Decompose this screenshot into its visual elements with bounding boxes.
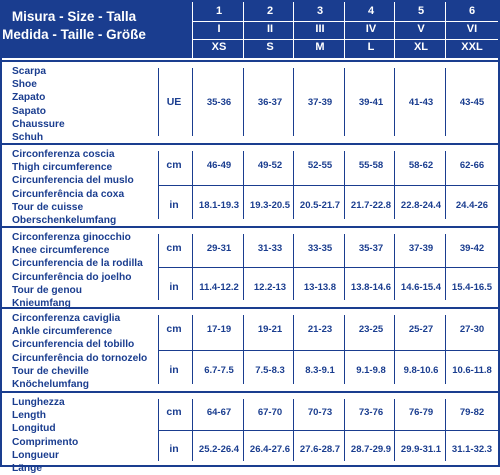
header-title-line1: Misura - Size - Talla	[11, 9, 137, 24]
header-size-number: 1	[215, 5, 223, 17]
header-title-line2: Medida - Taille - Größe	[2, 27, 146, 42]
label-text: Shoe	[12, 79, 37, 91]
unit-label: in	[169, 442, 179, 455]
size-value: 18.1-19.3	[198, 200, 240, 211]
size-value: 19-21	[257, 324, 283, 336]
size-value: 36-37	[257, 97, 283, 108]
header-size-number: 3	[316, 5, 324, 17]
size-value: 14.6-15.4	[400, 281, 442, 293]
section-labels	[12, 231, 143, 310]
size-value: 31-33	[257, 242, 283, 254]
size-value: 79-82	[459, 406, 485, 418]
label-text: Circunferencia de la rodilla	[12, 258, 143, 270]
label-text: Scarpa	[12, 66, 46, 77]
unit-label: in	[169, 363, 179, 376]
label-text: Tour de cheville	[12, 365, 89, 377]
row-divider	[158, 350, 498, 351]
header-divider	[445, 2, 446, 58]
measurement-section	[2, 60, 498, 142]
size-value: 25.2-26.4	[198, 443, 240, 455]
size-value: 13-13.8	[303, 281, 337, 293]
size-value: 27.6-28.7	[299, 443, 341, 455]
size-value: 39-41	[358, 97, 384, 108]
size-value: 31.1-32.3	[451, 443, 493, 455]
size-value: 73-76	[358, 406, 384, 418]
header-size-roman: II	[266, 23, 274, 35]
size-value: 11.4-12.2	[199, 281, 239, 293]
label-text: Circunferência do tornozelo	[12, 352, 148, 364]
header-column-3	[295, 2, 345, 58]
label-text: Length	[12, 410, 46, 422]
measurement-section	[2, 143, 498, 225]
label-text: Schuh	[12, 132, 44, 144]
size-value: 25-27	[408, 324, 434, 336]
header-size-roman: III	[315, 23, 325, 35]
size-value: 64-67	[206, 406, 232, 418]
size-value: 15.4-16.5	[451, 281, 493, 293]
unit-label: in	[169, 199, 179, 211]
row-divider	[158, 185, 498, 186]
size-value: 9.8-10.6	[403, 364, 439, 376]
size-value: 28.7-29.9	[350, 443, 392, 455]
label-text: Lunghezza	[12, 397, 65, 408]
header-divider	[293, 2, 294, 58]
size-value: 12.2-13	[253, 281, 287, 293]
label-text: Circunferência da coxa	[12, 188, 125, 200]
label-text: Circunferencia del tobillo	[12, 339, 135, 351]
header-size-roman: V	[417, 23, 425, 35]
label-text: Ankle circumference	[12, 326, 113, 338]
label-text: Knöchelumfang	[12, 379, 89, 391]
header-size-roman: I	[217, 23, 221, 35]
header-divider	[192, 2, 193, 58]
size-value: 17-19	[206, 324, 232, 336]
unit-label: UE	[166, 96, 182, 108]
label-text: Circunferencia del muslo	[12, 175, 134, 187]
size-value: 46-49	[206, 160, 232, 171]
size-value: 39-42	[459, 242, 485, 254]
header-divider	[344, 2, 345, 58]
label-text: Zapato	[12, 92, 46, 104]
header-size-number: 4	[367, 5, 375, 17]
header-size-code: S	[266, 41, 274, 53]
header-size-roman: VI	[466, 23, 478, 35]
header-size-roman: IV	[365, 23, 377, 35]
header-column-1	[194, 2, 244, 58]
label-text: Chaussure	[12, 118, 65, 130]
unit-label: cm	[166, 241, 182, 254]
header-size-code: L	[367, 41, 375, 53]
size-value: 20.5-21.7	[299, 200, 341, 211]
size-value: 37-39	[307, 97, 333, 108]
size-value: 58-62	[408, 160, 434, 171]
header-column-5	[396, 2, 446, 58]
header-row-divider	[192, 39, 498, 40]
size-value: 27-30	[459, 324, 485, 336]
size-value: 35-37	[358, 242, 384, 254]
section-labels	[12, 148, 134, 227]
size-value: 41-43	[408, 97, 434, 108]
header-column-6	[447, 2, 497, 58]
header-size-number: 5	[417, 5, 425, 17]
label-text: Knee circumference	[12, 245, 110, 257]
label-text: Tour de cuisse	[12, 201, 84, 213]
header-column-2	[245, 2, 295, 58]
measurement-section	[2, 226, 498, 310]
size-value: 8.3-9.1	[305, 364, 335, 376]
section-labels	[12, 312, 147, 391]
header-size-code: XS	[211, 41, 227, 53]
label-text: Tour de genou	[12, 284, 82, 296]
header-divider	[394, 2, 395, 58]
label-text: Länge	[12, 463, 43, 475]
size-value: 33-35	[307, 242, 333, 254]
label-text: Circonferenza ginocchio	[12, 232, 131, 243]
size-value: 24.4-26	[455, 200, 489, 211]
size-value: 7.5-8.3	[255, 364, 285, 376]
header-size-number: 6	[468, 5, 476, 17]
size-value: 23-25	[358, 324, 384, 336]
section-labels	[12, 65, 65, 144]
size-value: 49-52	[257, 160, 283, 171]
unit-label: cm	[166, 159, 182, 171]
size-value: 26.4-27.6	[249, 443, 291, 455]
label-text: Circunferência do joelho	[12, 271, 132, 283]
measurement-section	[2, 391, 498, 475]
size-value: 6.7-7.5	[204, 364, 234, 376]
size-value: 9.1-9.8	[356, 364, 386, 376]
label-text: Oberschenkelumfang	[12, 215, 117, 227]
unit-label: cm	[166, 405, 182, 418]
size-value: 21.7-22.8	[350, 200, 392, 211]
section-labels	[12, 396, 78, 475]
label-text: Sapato	[12, 105, 46, 117]
size-value: 19.3-20.5	[249, 200, 291, 211]
unit-label: in	[169, 280, 179, 293]
size-value: 37-39	[408, 242, 434, 254]
size-value: 35-36	[206, 97, 232, 108]
size-value: 52-55	[307, 160, 333, 171]
label-text: Longitud	[12, 423, 56, 435]
size-value: 13.8-14.6	[350, 281, 392, 293]
label-text: Knieumfang	[12, 298, 71, 310]
label-text: Longueur	[12, 449, 59, 461]
header-size-code: M	[315, 41, 325, 53]
header-divider	[243, 2, 244, 58]
size-value: 29-31	[206, 242, 232, 254]
table-header	[2, 2, 498, 58]
size-value: 70-73	[307, 406, 333, 418]
unit-label: cm	[166, 323, 182, 336]
size-value: 62-66	[459, 160, 485, 171]
size-value: 67-70	[257, 406, 283, 418]
row-divider	[158, 267, 498, 268]
size-value: 22.8-24.4	[400, 200, 442, 211]
measurement-section	[2, 307, 498, 390]
header-size-code: XL	[413, 41, 429, 53]
label-text: Comprimento	[12, 436, 79, 448]
size-value: 43-45	[459, 97, 485, 108]
header-size-code: XXL	[461, 41, 483, 53]
header-row-divider	[192, 21, 498, 22]
label-text: Circonferenza coscia	[12, 149, 115, 160]
size-value: 21-23	[307, 324, 333, 336]
size-value: 55-58	[358, 160, 384, 171]
size-value: 29.9-31.1	[400, 443, 442, 455]
header-size-number: 2	[266, 5, 274, 17]
header-column-4	[346, 2, 396, 58]
row-divider	[158, 430, 498, 431]
label-text: Circonferenza caviglia	[12, 313, 121, 324]
size-value: 76-79	[408, 406, 434, 418]
size-value: 10.6-11.8	[452, 364, 492, 376]
column-divider	[192, 68, 193, 136]
label-text: Thigh circumference	[12, 162, 113, 174]
